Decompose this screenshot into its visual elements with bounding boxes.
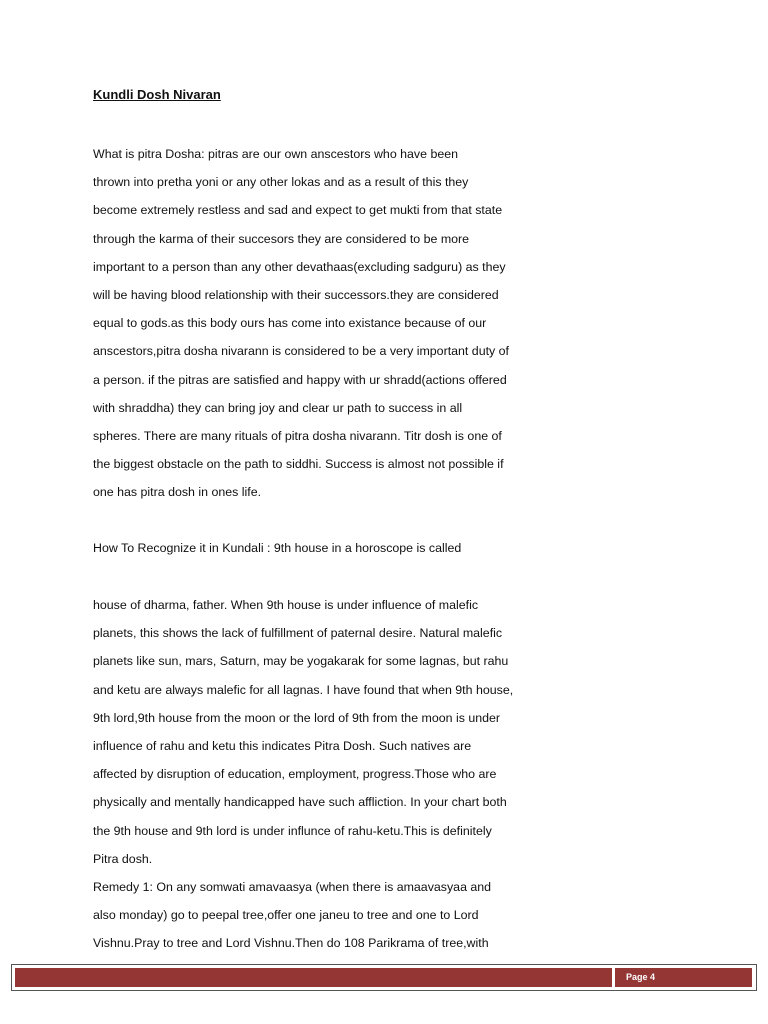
text-line: one has pitra dosh in ones life. xyxy=(93,485,262,500)
text-line: will be having blood relationship with their successors.they are considered xyxy=(93,287,499,302)
text-line: planets like sun, mars, Saturn, may be yogakarak for some lagnas, but rahu xyxy=(93,654,509,669)
footer-accent-bar xyxy=(15,968,612,987)
text-line: also monday) go to peepal tree,offer one janeu to tree and one to Lord xyxy=(93,908,479,923)
text-line: planets, this shows the lack of fulfillment of paternal desire. Natural malefic xyxy=(93,626,503,641)
page-number: Page 4 xyxy=(615,968,752,987)
page-footer xyxy=(11,964,757,991)
text-line: through the karma of their succesors they are considered to be more xyxy=(93,231,470,246)
text-line: Remedy 1: On any somwati amavaasya (when there is amaavasyaa and xyxy=(93,879,492,894)
text-line: equal to gods.as this body ours has come into existance because of our xyxy=(93,316,487,331)
text-line: How To Recognize it in Kundali : 9th house in a horoscope is called xyxy=(93,541,462,555)
text-line: the biggest obstacle on the path to siddhi. Success is almost not possible if xyxy=(93,457,504,472)
text-line: become extremely restless and sad and expect to get mukti from that state xyxy=(93,203,503,218)
text-line: influence of rahu and ketu this indicates Pitra Dosh. Such natives are xyxy=(93,738,472,753)
text-line: anscestors,pitra dosha nivarann is considered to be a very important duty of xyxy=(93,344,509,359)
text-line: What is pitra Dosha: pitras are our own anscestors who have been xyxy=(93,147,459,161)
paragraph-ninth-house xyxy=(93,591,553,957)
text-line: 9th lord,9th house from the moon or the lord of 9th from the moon is under xyxy=(93,710,501,725)
paragraph-recognize-heading xyxy=(93,534,553,562)
text-line: physically and mentally handicapped have such affliction. In your chart both xyxy=(93,795,507,810)
text-line: a person. if the pitras are satisfied and happy with ur shradd(actions offered xyxy=(93,372,507,387)
document-title: Kundli Dosh Nivaran xyxy=(93,87,221,102)
text-line: house of dharma, father. When 9th house is under influence of malefic xyxy=(93,598,479,612)
text-line: and ketu are always malefic for all lagnas. I have found that when 9th house, xyxy=(93,682,514,697)
text-line: Pitra dosh. xyxy=(93,851,153,866)
text-line: Vishnu.Pray to tree and Lord Vishnu.Then do 108 Parikrama of tree,with xyxy=(93,936,489,951)
text-line: spheres. There are many rituals of pitra dosha nivarann. Titr dosh is one of xyxy=(93,428,502,443)
text-line: the 9th house and 9th lord is under influnce of rahu-ketu.This is definitely xyxy=(93,823,492,838)
text-line: thrown into pretha yoni or any other lokas and as a result of this they xyxy=(93,175,469,190)
text-line: with shraddha) they can bring joy and clear ur path to success in all xyxy=(93,400,463,415)
text-line: important to a person than any other devathaas(excluding sadguru) as they xyxy=(93,259,506,274)
text-line: affected by disruption of education, employment, progress.Those who are xyxy=(93,767,497,782)
paragraph-pitra-dosha xyxy=(93,140,553,506)
